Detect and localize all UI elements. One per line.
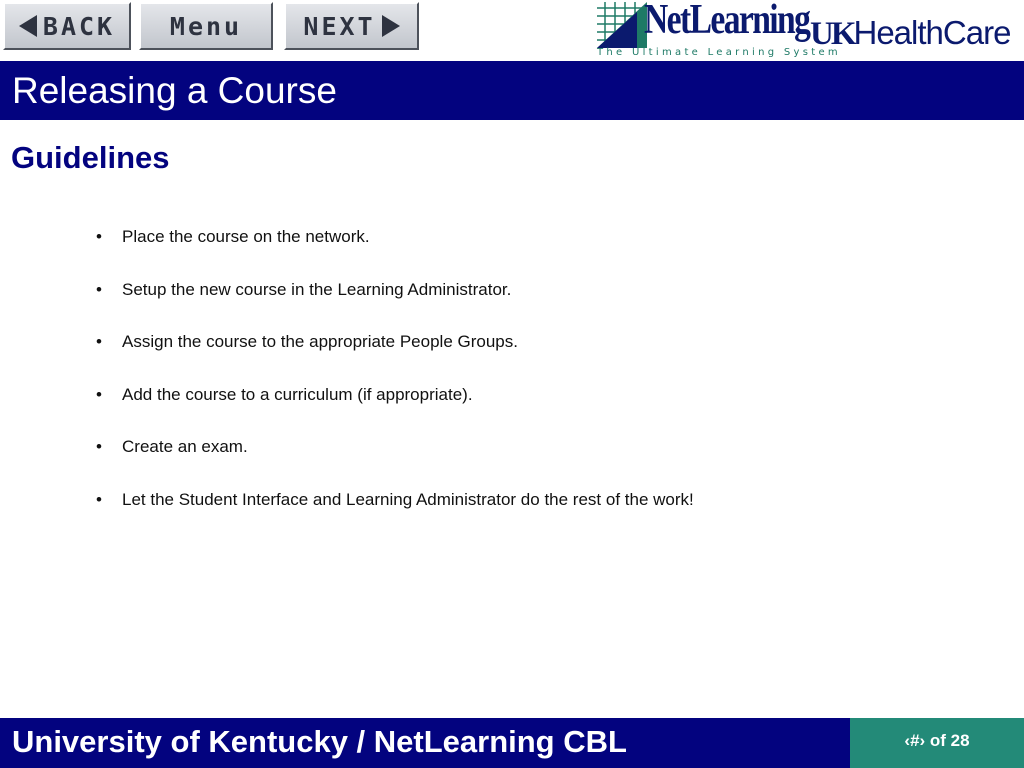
bullet-icon: •: [96, 279, 102, 299]
title-bar: [0, 61, 1024, 120]
menu-button-label: Menu: [169, 11, 243, 41]
list-item: [96, 436, 694, 489]
list-item-text: Add the course to a curriculum (if appropriate).: [122, 384, 473, 404]
next-button-label: NEXT: [303, 11, 376, 41]
back-button-label: BACK: [42, 11, 116, 41]
ukhealthcare-logo: [810, 14, 1010, 54]
arrow-left-icon: [19, 15, 37, 37]
section-heading: Guidelines: [11, 140, 170, 175]
back-button[interactable]: [3, 2, 131, 50]
slide-counter: ‹#› of 28: [850, 718, 1024, 768]
bullet-icon: •: [96, 227, 102, 246]
bullet-icon: •: [96, 437, 102, 456]
list-item-text: Assign the course to the appropriate People Groups.: [122, 332, 518, 351]
menu-button[interactable]: [139, 2, 273, 50]
netlearning-tagline: The Ultimate Learning System: [597, 47, 841, 58]
list-item: [96, 489, 694, 542]
netlearning-wordmark: NetLearning: [644, 0, 810, 43]
netlearning-grid-icon: [597, 2, 647, 48]
list-item: [96, 331, 694, 384]
bullet-icon: •: [96, 489, 102, 509]
list-item-text: Setup the new course in the Learning Administrator.: [122, 279, 512, 299]
next-button[interactable]: [284, 2, 419, 50]
page-title: Releasing a Course: [12, 70, 337, 111]
footer-title: University of Kentucky / NetLearning CBL: [12, 724, 627, 759]
arrow-right-icon: [382, 15, 400, 37]
ukhealthcare-wordmark: HealthCare: [853, 14, 1011, 51]
list-item: [96, 279, 694, 332]
guidelines-list: [96, 226, 694, 541]
list-item: [96, 226, 694, 279]
ukhealthcare-uk-mark: UK: [810, 16, 854, 52]
list-item-text: Place the course on the network.: [122, 227, 370, 246]
bullet-icon: •: [96, 384, 102, 404]
bullet-icon: •: [96, 332, 102, 351]
footer: [0, 716, 1024, 768]
list-item-text: Create an exam.: [122, 437, 248, 456]
list-item: [96, 384, 694, 437]
list-item-text: Let the Student Interface and Learning Administrator do the rest of the work!: [122, 489, 694, 509]
